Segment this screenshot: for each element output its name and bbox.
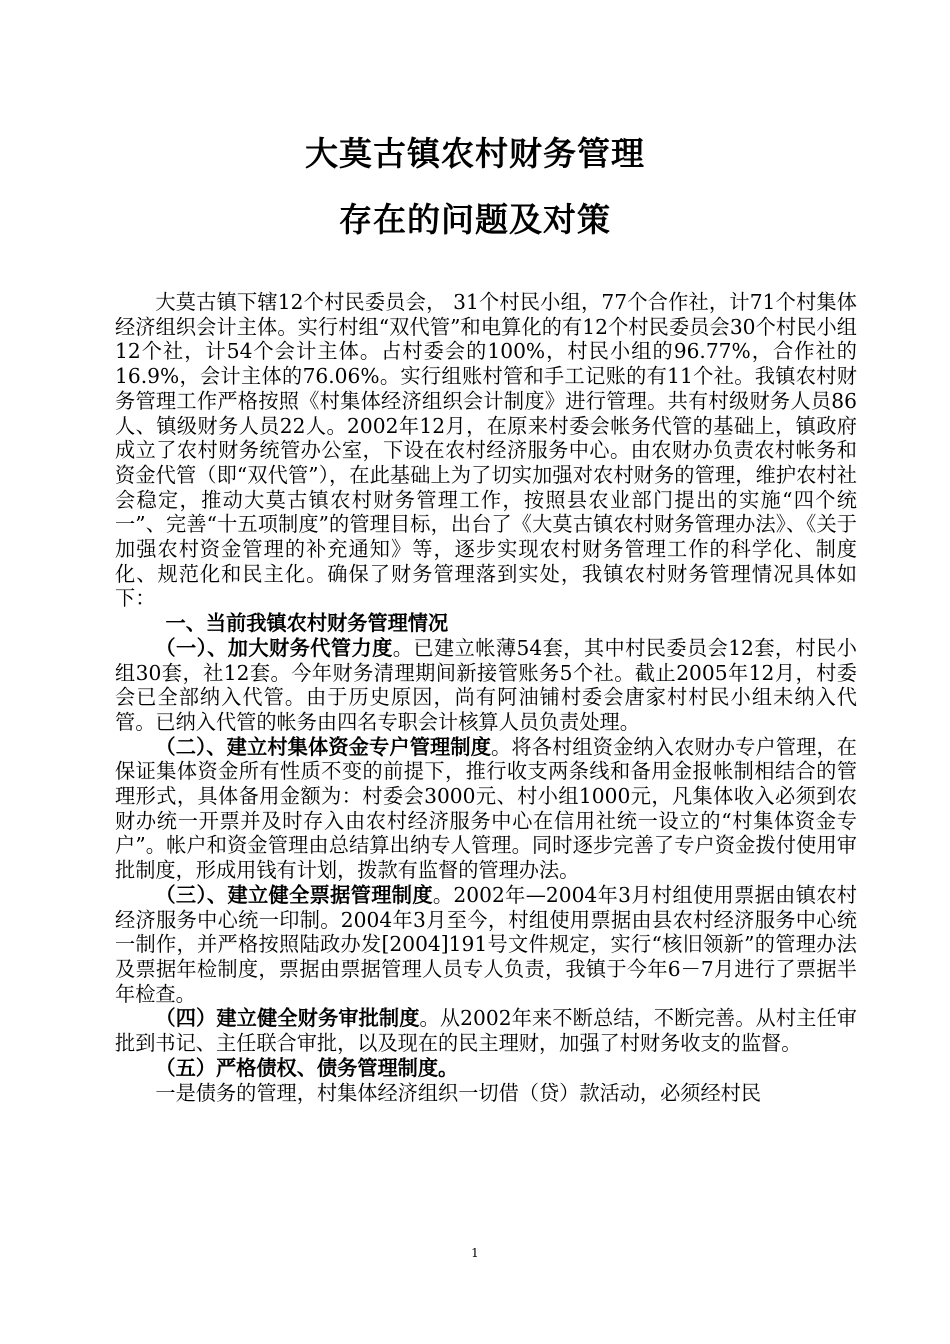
subsection-heading: （一）、加大财务代管力度 xyxy=(155,635,393,660)
paragraph-text: 大莫古镇下辖12个村民委员会， 31个村民小组，77个合作社，计71个村集体经济组织会计主体。实行村组“双代管”和电算化的有12个村民委员会30个村民小组12个社，计54个会计主体。占村委会的100%，村民小组的96.77%，合作社的16.9%，会计主体的76.06%。实行组账村管和手工记账的有11个社。我镇农村财务管理工作严格按照《村集体经济组织会计制度》进行管理。共有村级财务人员86人、镇级财务人员22人。2002年12月，在原来村委会帐务代管的基础上，镇政府成立了农村财务统管办公室，下设在农村经济服务中心。由农财办负责农村帐务和资金代管（即“双代管”），在此基础上为了切实加强对农村财务的管理，维护农村社会稳定，推动大莫古镇农村财务管理工作，按照县农业部门提出的实施“四个统一”、完善“十五项制度”的管理目标，出台了《大莫古镇农村财务管理办法》、《关于加强农村资金管理的补充通知》等，逐步实现农村财务管理工作的科学化、制度化、规范化和民主化。确保了财务管理落到实处，我镇农村财务管理情况具体如下： xyxy=(115,290,857,611)
subsection-paragraph-1 xyxy=(115,636,857,735)
intro-paragraph xyxy=(115,290,857,611)
document-title-line-2: 存在的问题及对策 xyxy=(339,200,611,239)
document-body xyxy=(115,290,857,1105)
paragraph-text: 。2002年—2004年3月村组使用票据由镇农村经济服务中心统一印制。2004年3月至今，村组使用票据由县农村经济服务中心统一制作，并严格按照陆政办发[2004]191号文件规定，实行“核旧领新”的管理办法及票据年检制度，票据由票据管理人员专人负责，我镇于今年6－7月进行了票据半年检查。 xyxy=(115,882,857,1006)
paragraph-text: 。已建立帐薄54套，其中村民委员会12套，村民小组30套，社12套。今年财务清理期间新接管账务5个社。截止2005年12月，村委会已全部纳入代管。由于历史原因，尚有阿油铺村委会唐家村村民小组未纳入代管。已纳入代管的帐务由四名专职会计核算人员负责处理。 xyxy=(115,635,857,734)
subsection-paragraph-2 xyxy=(115,735,857,883)
subsection-paragraph-5 xyxy=(115,1056,857,1081)
subsection-paragraph-3 xyxy=(115,883,857,1007)
paragraph-text: 。将各村组资金纳入农财办专户管理，在保证集体资金所有性质不变的前提下，推行收支两条线和备用金报帐制相结合的管理形式，具体备用金额为：村委会3000元、村小组1000元，凡集体收入必须到农财办统一开票并及时存入由农村经济服务中心在信用社统一设立的“村集体资金专户”。帐户和资金管理由总结算出纳专人管理。同时逐步完善了专户资金拨付使用审批制度，形成用钱有计划，拨款有监督的管理办法。 xyxy=(115,734,857,883)
body-paragraph-last xyxy=(115,1081,857,1106)
subsection-heading: （二）、建立村集体资金专户管理制度 xyxy=(155,734,492,759)
section-heading: 一、当前我镇农村财务管理情况 xyxy=(165,611,449,636)
subsection-paragraph-4 xyxy=(115,1006,857,1055)
page-number: 1 xyxy=(471,1246,479,1260)
document-title-line-1: 大莫古镇农村财务管理 xyxy=(305,134,645,173)
subsection-heading: （四）建立健全财务审批制度 xyxy=(155,1006,420,1031)
paragraph-text: 。从2002年来不断总结，不断完善。从村主任审批到书记、主任联合审批，以及现在的民主理财，加强了村财务收支的监督。 xyxy=(115,1006,857,1056)
paragraph-text: 一是债务的管理，村集体经济组织一切借（贷）款活动，必须经村民 xyxy=(155,1080,762,1105)
subsection-heading: （三）、建立健全票据管理制度 xyxy=(155,882,433,907)
subsection-heading: （五）严格债权、债务管理制度。 xyxy=(155,1055,459,1080)
